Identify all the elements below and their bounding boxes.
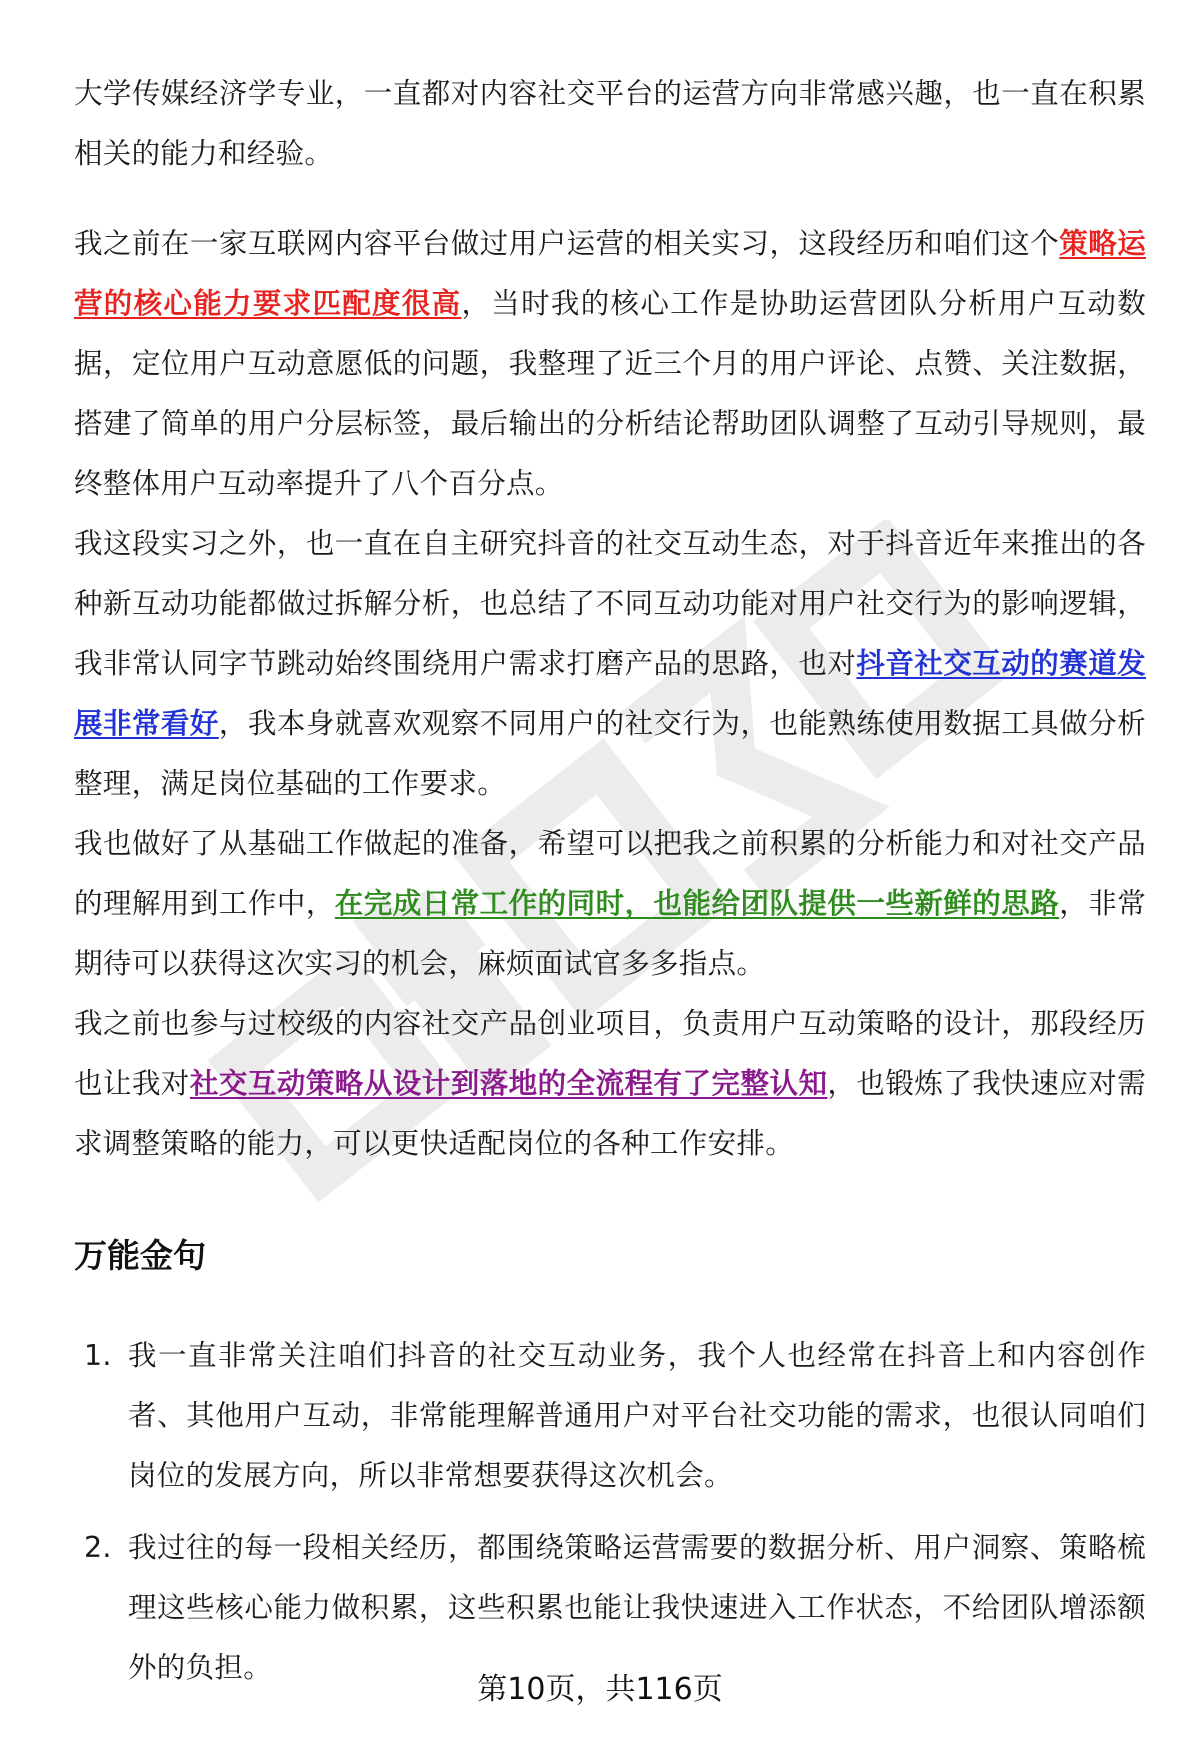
section-title: 万能金句 (74, 1236, 206, 1275)
highlight-blue: 抖音社交互动的赛道发展非常看好 (74, 647, 1146, 740)
paragraph-text: ，非常期待可以获得这次实习的机会，麻烦面试官多多指点。 (74, 887, 1146, 980)
list-item-number: 1. (84, 1339, 112, 1372)
list-item-text: 我过往的每一段相关经历，都围绕策略运营需要的数据分析、用户洞察、策略梳理这些核心能力做积累，这些积累也能让我快速进入工作状态，不给团队增添额外的负担。 (128, 1531, 1146, 1684)
paragraph-2 (74, 214, 1146, 514)
list-item-number: 2. (84, 1531, 112, 1564)
paragraph-1 (74, 64, 1146, 184)
highlight-red: 策略运营的核心能力要求匹配度很高 (74, 227, 1147, 320)
paragraphs-container (74, 64, 1146, 1174)
paragraph-text: 我这段实习之外，也一直在自主研究抖音的社交互动生态，对于抖音近年来推出的各种新互动功能都做过拆解分析，也总结了不同互动功能对用户社交行为的影响逻辑，我非常认同字节跳动始终围绕用户需求打磨产品的思路，也对 (74, 527, 1146, 680)
paragraph-text: 大学传媒经济学专业，一直都对内容社交平台的运营方向非常感兴趣，也一直在积累相关的能力和经验。 (74, 77, 1146, 170)
page-footer: 第10页，共116页 (477, 1672, 723, 1707)
highlight-purple: 社交互动策略从设计到落地的全流程有了完整认知 (189, 1067, 828, 1100)
paragraph-text: ，也锻炼了我快速应对需求调整策略的能力，可以更快适配岗位的各种工作安排。 (74, 1067, 1146, 1160)
list-item-text: 我一直非常关注咱们抖音的社交互动业务，我个人也经常在抖音上和内容创作者、其他用户互动，非常能理解普通用户对平台社交功能的需求，也很认同咱们岗位的发展方向，所以非常想要获得这次机会。 (128, 1339, 1146, 1492)
paragraph-text: 我之前在一家互联网内容平台做过用户运营的相关实习，这段经历和咱们这个 (74, 227, 1060, 260)
highlight-green: 在完成日常工作的同时，也能给团队提供一些新鲜的思路 (334, 887, 1060, 920)
paragraph-5 (74, 994, 1146, 1174)
paragraph-text: 我之前也参与过校级的内容社交产品创业项目，负责用户互动策略的设计，那段经历也让我对 (74, 1007, 1146, 1100)
paragraph-text: 我也做好了从基础工作做起的准备，希望可以把我之前积累的分析能力和对社交产品的理解用到工作中， (74, 827, 1146, 920)
paragraph-3 (74, 514, 1146, 814)
document-body (74, 64, 1146, 1710)
paragraph-4 (74, 814, 1146, 994)
paragraph-text: ，当时我的核心工作是协助运营团队分析用户互动数据，定位用户互动意愿低的问题，我整理了近三个月的用户评论、点赞、关注数据，搭建了简单的用户分层标签，最后输出的分析结论帮助团队调整了互动引导规则，最终整体用户互动率提升了八个百分点。 (74, 287, 1147, 500)
paragraph-text: ，我本身就喜欢观察不同用户的社交行为，也能熟练使用数据工具做分析整理，满足岗位基础的工作要求。 (74, 707, 1146, 800)
tips-list (74, 1326, 1146, 1698)
list-item (74, 1326, 1146, 1506)
